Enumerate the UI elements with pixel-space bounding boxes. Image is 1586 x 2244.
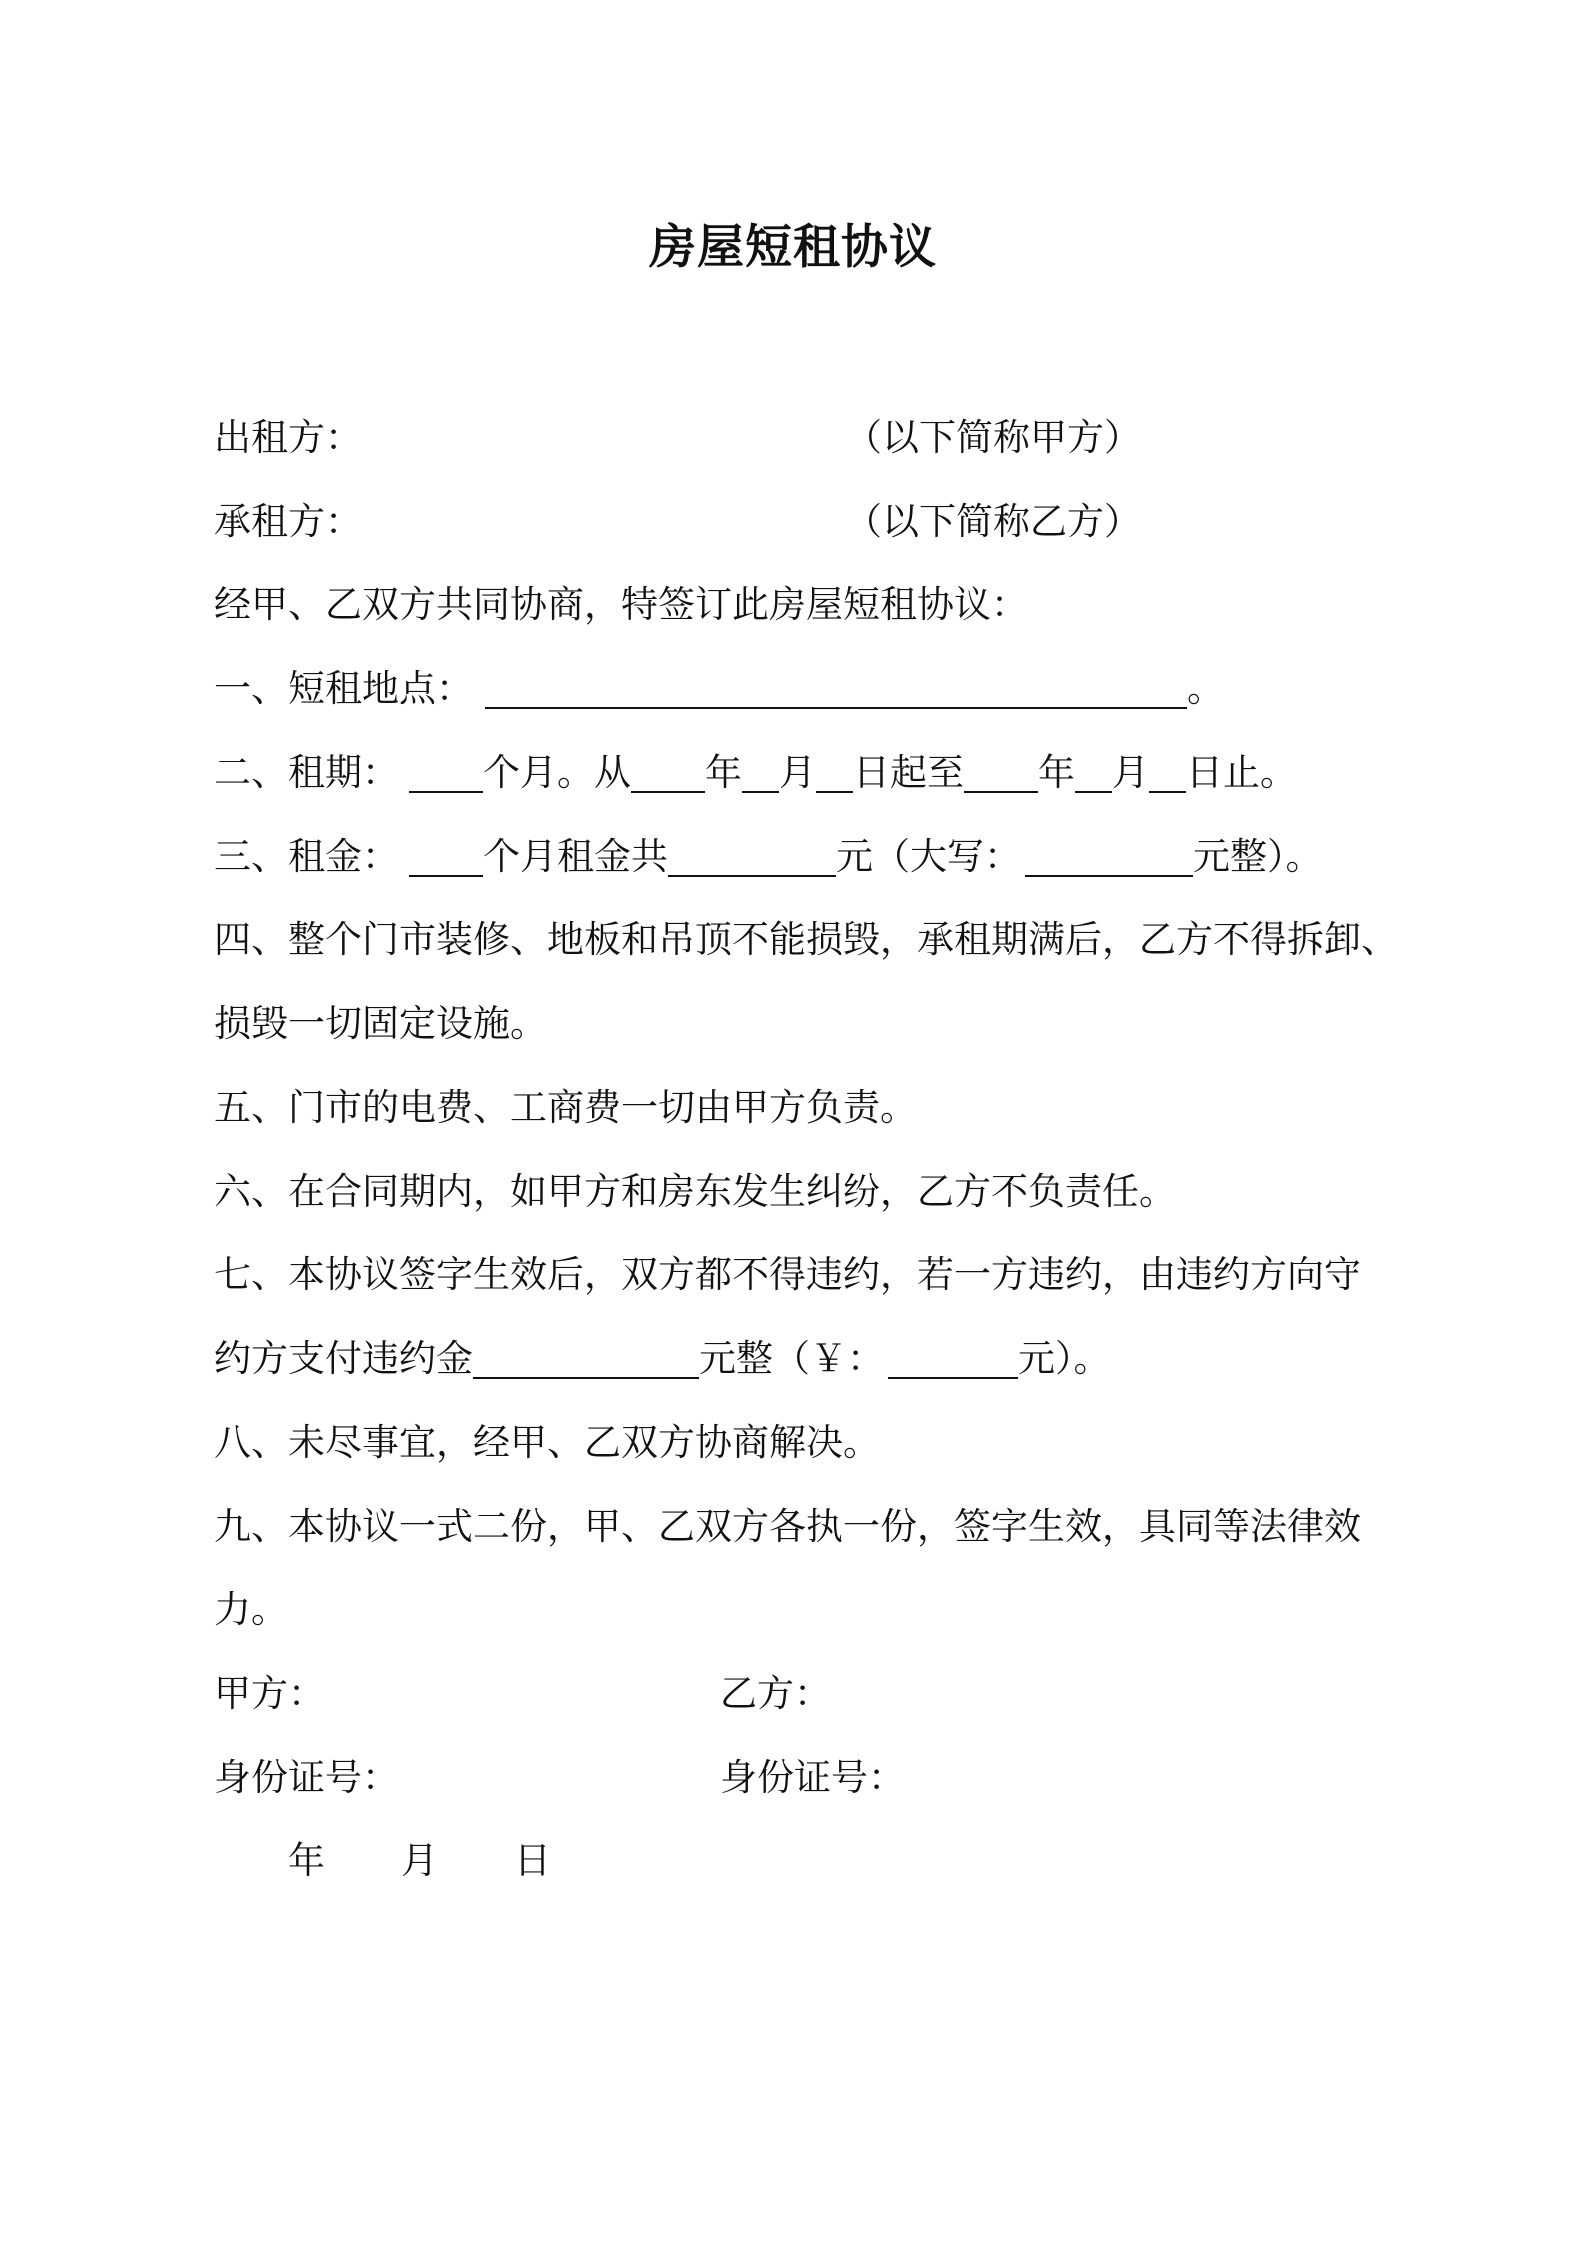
clause-5: 五、门市的电费、工商费一切由甲方负责。 — [214, 1086, 917, 1129]
rent-amount-blank — [668, 835, 836, 877]
clause-2 — [214, 748, 1297, 798]
clause-3-text-2: 元（大写： — [836, 835, 1021, 878]
end-day-blank — [1149, 751, 1186, 793]
clause-7-text-2: 元整（￥： — [699, 1337, 884, 1380]
clause-4-line-2: 损毁一切固定设施。 — [214, 1002, 547, 1045]
end-year-blank — [964, 751, 1038, 793]
clause-7-line-1: 七、本协议签字生效后，双方都不得违约，若一方违约，由违约方向守 — [214, 1253, 1361, 1296]
clause-2-text-4: 日起至 — [853, 751, 964, 794]
date-month: 月 — [401, 1839, 438, 1882]
clause-3 — [214, 832, 1323, 882]
clause-7-line-2 — [214, 1334, 1111, 1384]
clause-7-text-3: 元）。 — [1018, 1337, 1111, 1380]
clause-6: 六、在合同期内，如甲方和房东发生纠纷，乙方不负责任。 — [214, 1170, 1176, 1213]
clause-2-text-7: 日止。 — [1186, 751, 1297, 794]
clause-9-line-2: 力。 — [214, 1588, 288, 1631]
clause-2-text-3: 月 — [779, 751, 816, 794]
clause-3-text-3: 元整）。 — [1193, 835, 1323, 878]
clause-3-prefix: 三、租金： — [214, 835, 399, 878]
clause-3-text-1: 个月租金共 — [483, 835, 668, 878]
party-b-label: 乙方： — [720, 1672, 831, 1715]
start-month-blank — [742, 751, 779, 793]
penalty-amount-number-blank — [888, 1337, 1018, 1379]
clause-1-suffix: 。 — [1187, 667, 1224, 710]
clause-2-text-6: 月 — [1112, 751, 1149, 794]
clause-2-text-2: 年 — [705, 751, 742, 794]
lessee-label: 承租方： — [214, 500, 362, 543]
term-months-blank — [409, 751, 483, 793]
clause-4-line-1: 四、整个门市装修、地板和吊顶不能损毁，承租期满后，乙方不得拆卸、 — [214, 918, 1398, 961]
clause-8: 八、未尽事宜，经甲、乙双方协商解决。 — [214, 1421, 880, 1464]
party-b-id-label: 身份证号： — [720, 1756, 905, 1799]
clause-2-prefix: 二、租期： — [214, 751, 399, 794]
end-month-blank — [1075, 751, 1112, 793]
party-a-label: 甲方： — [214, 1672, 325, 1715]
clause-2-text-5: 年 — [1038, 751, 1075, 794]
clause-1-prefix: 一、短租地点： — [214, 667, 473, 710]
lessee-note: （以下简称乙方） — [845, 500, 1141, 543]
lessor-note: （以下简称甲方） — [845, 416, 1141, 459]
clause-7-text-1: 约方支付违约金 — [214, 1337, 473, 1380]
document-title: 房屋短租协议 — [649, 220, 937, 275]
lessee-line — [214, 497, 362, 547]
date-day: 日 — [514, 1839, 551, 1882]
start-day-blank — [816, 751, 853, 793]
date-year: 年 — [288, 1839, 325, 1882]
clause-9-line-1: 九、本协议一式二份，甲、乙双方各执一份，签字生效，具同等法律效 — [214, 1505, 1361, 1548]
rent-amount-words-blank — [1025, 835, 1193, 877]
start-year-blank — [631, 751, 705, 793]
penalty-amount-blank — [473, 1337, 699, 1379]
lessor-label: 出租方： — [214, 416, 362, 459]
clause-2-text-1: 个月。从 — [483, 751, 631, 794]
lessor-line — [214, 413, 362, 463]
location-blank — [485, 667, 1187, 709]
clause-1 — [214, 664, 1224, 714]
intro-paragraph: 经甲、乙双方共同协商，特签订此房屋短租协议： — [214, 583, 1028, 626]
rent-months-blank — [409, 835, 483, 877]
party-a-id-label: 身份证号： — [214, 1756, 399, 1799]
